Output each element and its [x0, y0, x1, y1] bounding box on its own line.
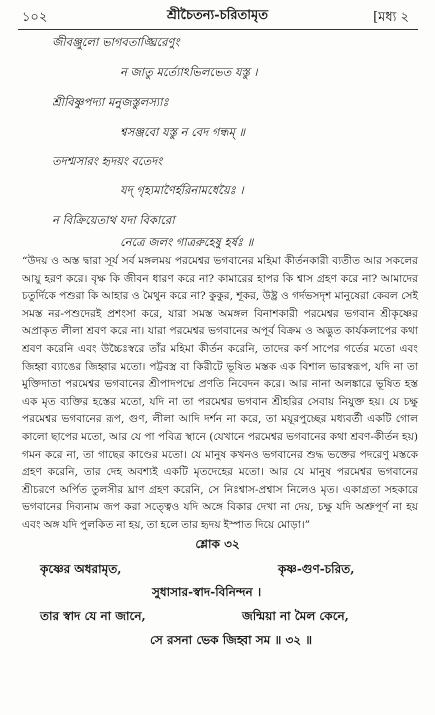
verse-line: নেত্রে জলং গাত্ররুহেষু হর্ষঃ ॥ [120, 235, 254, 249]
running-header [0, 6, 435, 28]
book-title: শ্রীচৈতন্য-চরিতামৃত [166, 8, 269, 23]
verse-line: জীবঞ্জুলো ভাগবতাঙ্ঘ্রিরেণুং [52, 35, 180, 49]
verse-line: যদ্ গৃহ্যমাণৈর্হরিনামধেয়ৈঃ । [120, 183, 244, 197]
sloka-line: সে রসনা ভেক জিহ্বা সম ॥ ৩২ ॥ [150, 633, 313, 647]
sloka-line: জন্মিয়া না মৈল কেনে, [242, 609, 349, 623]
sloka-line: কৃষ্ণের অধরামৃত, [40, 562, 122, 576]
sloka-line: সুধাসার-স্বাদ-বিনিন্দন । [152, 585, 262, 599]
verse-line: শ্বসঞ্জবো যস্তু ন বেদ গন্ধম্ ॥ [120, 125, 246, 139]
chapter-label: [মধ্য ২ [373, 10, 409, 25]
page-number: ১০২ [22, 10, 48, 25]
verse-line: তদশ্মসারং হৃদয়ং বতেদং [52, 154, 163, 168]
verse-line: শ্রীবিষ্ণুপদ্যা মনুজস্তুলস্যাঃ [52, 95, 169, 109]
verse-line: ন বিক্রিয়েতাথ যদা বিকারো [52, 213, 175, 227]
sloka-line: কৃষ্ণ-গুণ-চরিত, [278, 562, 355, 576]
sloka-heading: শ্লোক ৩২ [195, 537, 240, 551]
translation-paragraph: “উদয় ও অস্ত দ্বারা সূর্য সর্ব মঙ্গলময় পরমেশ্বর ভগবানের মহিমা কীর্তনকারী ব্যতীত আর সকলের আয়ু হরণ করে। বৃক্ষ কি জীবন ধারণ করে না? কামারের হাপর কি শ্বাস গ্রহণ করে না? আমাদের চতুর্দিকে পশুরা কি আহার ও মৈথুন করে না? কুকুর, শূকর, উষ্ট্র ও গর্দভসদৃশ মানুষেরা কেবল সেই সমস্ত নর-পশুদেরই প্রশংসা করে, যারা সমস্ত অমঙ্গল বিনাশকারী পরমেশ্বর ভগবান শ্রীকৃষ্ণের অপ্রাকৃত লীলা শ্রবণ করে না। যারা পরমেশ্বর ভগবানের অপূর্ব বিক্রম ও অদ্ভুত কার্যকলাপের কথা শ্রবণ করেনি এবং উচ্চৈঃস্বরে তাঁর মহিমা কীর্তন করেনি, তাদের কর্ণ সাপের গর্তের মতো এবং জিহ্বা ব্যাঙের জিহ্বার মতো। পট্টবস্ত্র বা কিরীটে ভূষিত মস্তক এক বিশাল ভারস্বরূপ, যদি না তা মুক্তিদাতা পরমেশ্বর ভগবানের শ্রীপাদপদ্মে প্রণতি নিবেদন করে। আর নানা অলঙ্কারে ভূষিত হস্ত এক মৃত ব্যক্তির হস্তের মতো, যদি না তা পরমেশ্বর ভগবান শ্রীহরির সেবায় নিযুক্ত হয়। যে চক্ষু পরমেশ্বর ভগবানের রূপ, গুণ, লীলা আদি দর্শন না করে, তা ময়ূরপুচ্ছের মধ্যবর্তী একটি গোল কালো ছাপের মতো, আর যে পা পবিত্র স্থানে (যেখানে পরমেশ্বর ভগবানের কথা শ্রবণ-কীর্তন হয়) গমন করে না, তা গাছের কাণ্ডের মতো। যে মানুষ কখনও ভগবানের শুদ্ধ ভক্তের পদরেণু মস্তকে গ্রহণ করেনি, তার দেহ অবশ্যই একটি মৃতদেহের মতো। আর যে মানুষ পরমেশ্বর ভগবানের শ্রীচরণে অর্পিত তুলসীর ঘ্রাণ গ্রহণ করেনি, সে নিঃশ্বাস-প্রশ্বাস নিলেও মৃত। একাগ্রতা সহকারে ভগবানের দিব্যনাম জপ করা সত্ত্বেও যদি অঙ্গে বিকার দেখা না দেয়, চক্ষু যদি অশ্রুপূর্ণ না হয় এবং অঙ্গ যদি পুলকিত না হয়, তা হলে তার হৃদয় ইস্পাত দিয়ে মোড়া।” [22, 255, 418, 531]
sloka-line: তার স্বাদ যে না জানে, [40, 609, 146, 623]
header-rule [18, 29, 418, 30]
verse-line: ন জাতু মর্ত্যোঽভিলভেত যস্তু । [120, 65, 258, 79]
